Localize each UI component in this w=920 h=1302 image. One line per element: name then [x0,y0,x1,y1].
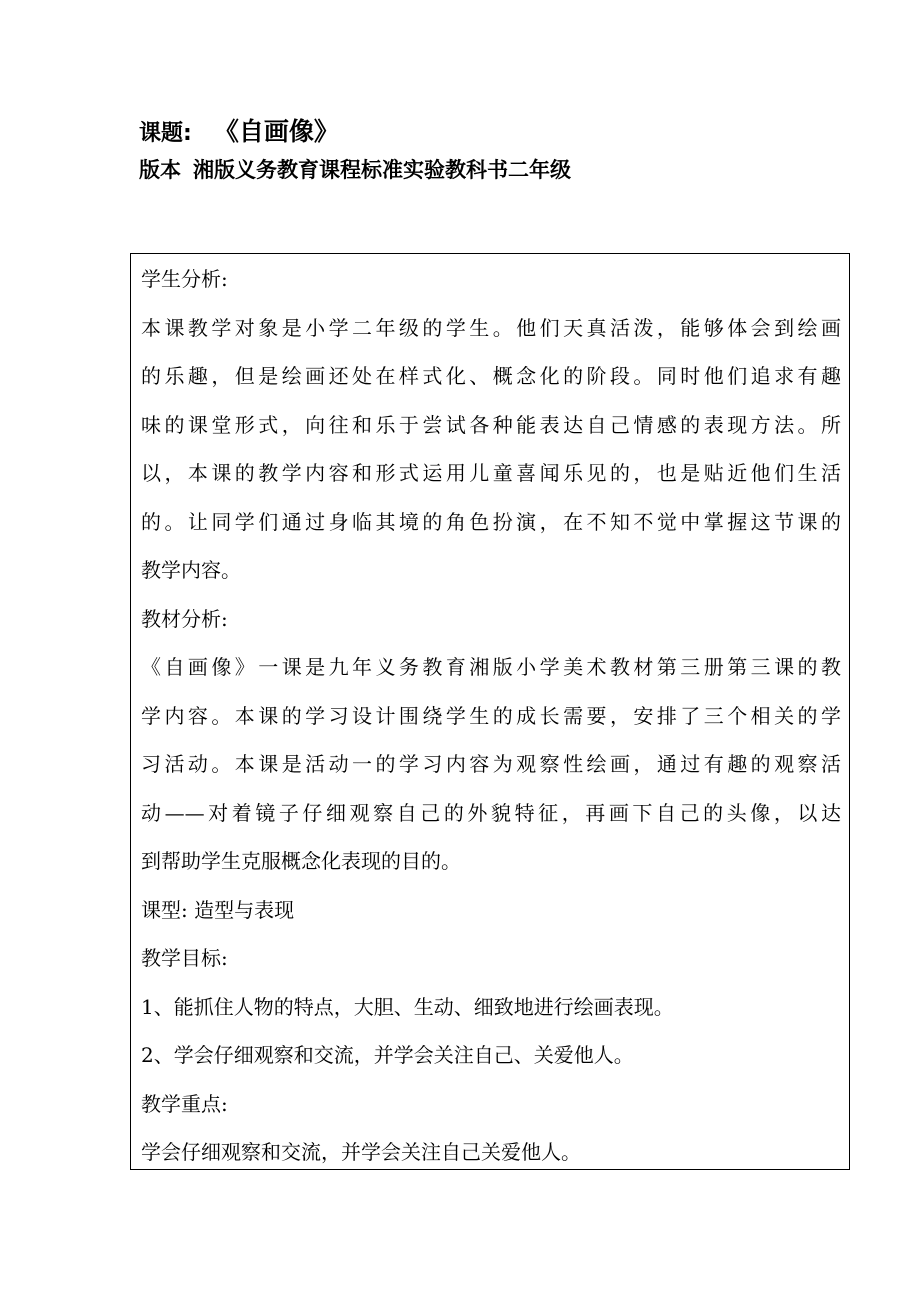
key-points-text: 学会仔细观察和交流，并学会关注自己关爱他人。 [141,1140,581,1164]
lesson-content-table [130,253,850,1170]
edition-line [139,154,859,184]
lesson-title-line [139,112,859,152]
objectives-heading: 教学目标: [141,946,228,970]
material-analysis-line: 习活动。本课是活动一的学习内容为观察性绘画，通过有趣的观察活 [141,752,841,776]
objective-item: 1、能抓住人物的特点，大胆、生动、细致地进行绘画表现。 [141,994,674,1019]
material-analysis-line: 到帮助学生克服概念化表现的目的。 [141,849,461,873]
edition-value: 湘版义务教育课程标准实验教科书二年级 [193,158,571,182]
student-analysis-line: 的。让同学们通过身临其境的角色扮演，在不知不觉中掌握这节课的 [141,509,841,534]
lesson-type: 课型: 造型与表现 [141,897,295,922]
material-analysis-line: 《自画像》一课是九年义务教育湘版小学美术教材第三册第三课的教 [141,655,841,679]
student-analysis-line: 的乐趣，但是绘画还处在样式化、概念化的阶段。同时他们追求有趣 [141,364,841,388]
material-analysis-line: 动——对着镜子仔细观察自己的外貌特征，再画下自己的头像，以达 [141,800,841,825]
student-analysis-line: 以，本课的教学内容和形式运用儿童喜闻乐见的，也是贴近他们生活 [141,461,841,485]
lesson-title-label: 课题: [139,121,192,146]
student-analysis-line: 味的课堂形式，向往和乐于尝试各种能表达自己情感的表现方法。所 [141,412,841,437]
edition-label: 版本 [139,158,181,182]
lesson-header [139,112,859,184]
student-analysis-line: 教学内容。 [141,558,241,582]
key-points-heading: 教学重点: [141,1091,228,1116]
lesson-title: 《自画像》 [213,117,339,146]
objective-item: 2、学会仔细观察和交流，并学会关注自己、关爱他人。 [141,1043,634,1067]
student-analysis-line: 本课教学对象是小学二年级的学生。他们天真活泼，能够体会到绘画 [141,315,841,340]
student-analysis-heading: 学生分析: [141,267,228,291]
material-analysis-heading: 教材分析: [141,606,228,631]
material-analysis-line: 学内容。本课的学习设计围绕学生的成长需要，安排了三个相关的学 [141,703,841,728]
